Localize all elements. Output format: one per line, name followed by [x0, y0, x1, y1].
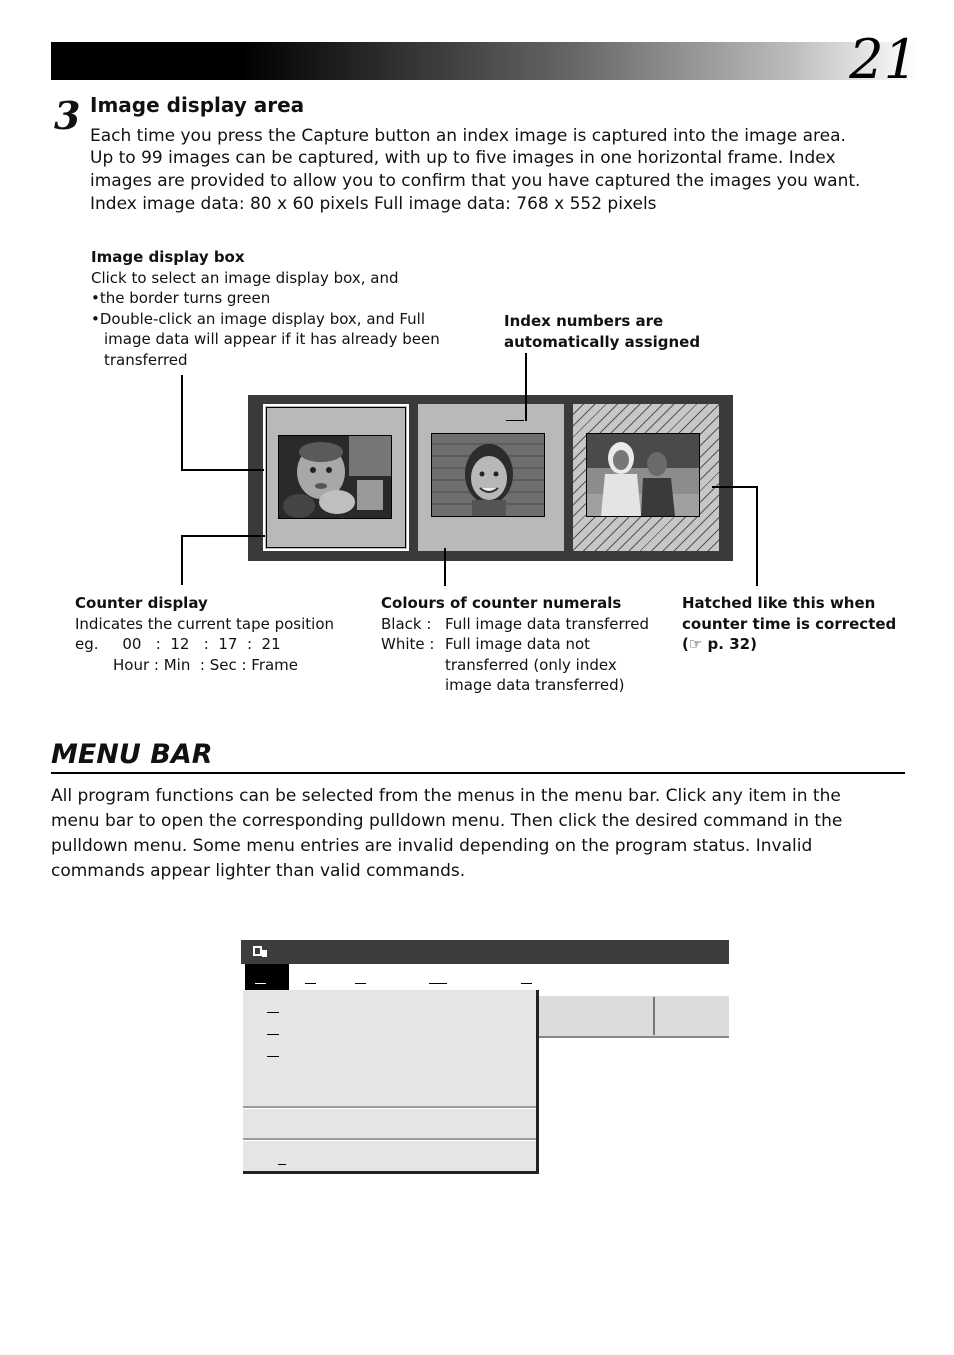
- leader-line: [712, 486, 758, 488]
- menu-bar-heading: MENU BAR: [51, 739, 213, 770]
- page-reference: p. 32): [707, 635, 757, 653]
- pointing-hand-icon: ☞: [688, 635, 703, 653]
- menu-item-3[interactable]: [355, 983, 366, 984]
- thumbnail-baby: [278, 435, 392, 519]
- panel-divider: [653, 997, 655, 1035]
- leader-line: [181, 469, 264, 471]
- bullet: •: [91, 289, 100, 307]
- background-panel: [538, 996, 729, 1038]
- white-text: transferred (only index: [445, 655, 617, 674]
- leader-line: [181, 535, 183, 585]
- white-text: image data transferred): [445, 676, 625, 694]
- intro-line: Each time you press the Capture button an index image is captured into the image area.: [90, 126, 846, 146]
- paragraph-line: menu bar to open the corresponding pulldown menu. Then click the desired command in the: [51, 811, 843, 831]
- callout-line: the border turns green: [99, 289, 271, 307]
- callout-title: Colours of counter numerals: [381, 594, 622, 612]
- pulldown-menu: [243, 990, 539, 1174]
- white-label: White :: [381, 635, 435, 653]
- ref-prefix: (: [682, 635, 689, 653]
- callout-line: automatically assigned: [504, 332, 701, 351]
- pulldown-item-3[interactable]: [267, 1056, 279, 1057]
- index-number-marker: [506, 420, 524, 421]
- thumbnail-girl: [431, 433, 545, 517]
- callout-line: Hatched like this when: [682, 594, 876, 612]
- callout-line: transferred: [104, 350, 188, 369]
- pulldown-item-2[interactable]: [267, 1034, 279, 1035]
- leader-line: [756, 486, 758, 586]
- callout-index-numbers: [504, 311, 700, 352]
- callout-line: Click to select an image display box, and: [91, 268, 399, 287]
- paragraph-line: All program functions can be selected from the menus in the menu bar. Click any item in the: [51, 786, 841, 806]
- callout-line: counter time is corrected: [682, 614, 897, 633]
- callout-title: Image display box: [91, 248, 245, 266]
- pulldown-item-1[interactable]: [267, 1012, 279, 1013]
- header-gradient-bar: [51, 42, 919, 80]
- mnemonic-underline: [255, 983, 266, 984]
- black-text: Full image data transferred: [445, 614, 650, 633]
- title-bar: [241, 940, 729, 964]
- image-display-box-2[interactable]: [418, 404, 564, 551]
- heading-rule: [51, 772, 905, 774]
- leader-line: [444, 548, 446, 586]
- step-number: 3: [54, 93, 81, 138]
- thumbnail-two-children: [586, 433, 700, 517]
- callout-line: Index numbers are: [504, 312, 664, 330]
- pulldown-separator: [243, 1138, 536, 1141]
- paragraph-line: commands appear lighter than valid commands.: [51, 861, 466, 881]
- menu-bar: [245, 964, 729, 990]
- intro-line: Up to 99 images can be captured, with up to five images in one horizontal frame. Index: [90, 148, 836, 168]
- callout-image-display-box: [91, 247, 440, 370]
- menu-item-2[interactable]: [305, 983, 316, 984]
- callout-line: image data will appear if it has already been: [104, 330, 440, 348]
- leader-line: [181, 375, 183, 470]
- image-display-box-3-hatched[interactable]: [573, 404, 719, 551]
- page-number: 21: [849, 28, 918, 91]
- menu-item-file-selected[interactable]: [245, 964, 289, 990]
- counter-example: eg. 00 : 12 : 17 : 21: [75, 635, 281, 653]
- app-icon[interactable]: [252, 945, 267, 959]
- white-text: Full image data not: [445, 635, 591, 653]
- callout-counter-display: [75, 593, 334, 675]
- bullet: •: [91, 309, 100, 328]
- menu-item-4[interactable]: [429, 983, 447, 984]
- app-window-screenshot: [241, 937, 729, 1175]
- image-display-frame: [248, 395, 733, 561]
- callout-title: Counter display: [75, 594, 208, 612]
- leader-line: [181, 535, 265, 537]
- callout-counter-colours: [381, 593, 649, 696]
- callout-hatched: [682, 593, 896, 655]
- pulldown-item-exit[interactable]: [278, 1164, 286, 1165]
- paragraph-line: pulldown menu. Some menu entries are invalid depending on the program status. Invalid: [51, 836, 813, 856]
- callout-line: Indicates the current tape position: [75, 614, 335, 633]
- image-display-box-1[interactable]: [263, 404, 409, 551]
- black-label: Black :: [381, 614, 432, 633]
- section-heading: Image display area: [90, 93, 305, 117]
- counter-units: Hour : Min : Sec : Frame: [113, 655, 299, 674]
- intro-line: images are provided to allow you to confirm that you have captured the images you want.: [90, 171, 861, 191]
- pulldown-separator: [243, 1106, 536, 1109]
- menu-item-5[interactable]: [521, 983, 532, 984]
- intro-line: Index image data: 80 x 60 pixels Full image data: 768 x 552 pixels: [90, 194, 657, 214]
- callout-line: Double-click an image display box, and Full: [99, 309, 425, 328]
- leader-line: [525, 353, 527, 421]
